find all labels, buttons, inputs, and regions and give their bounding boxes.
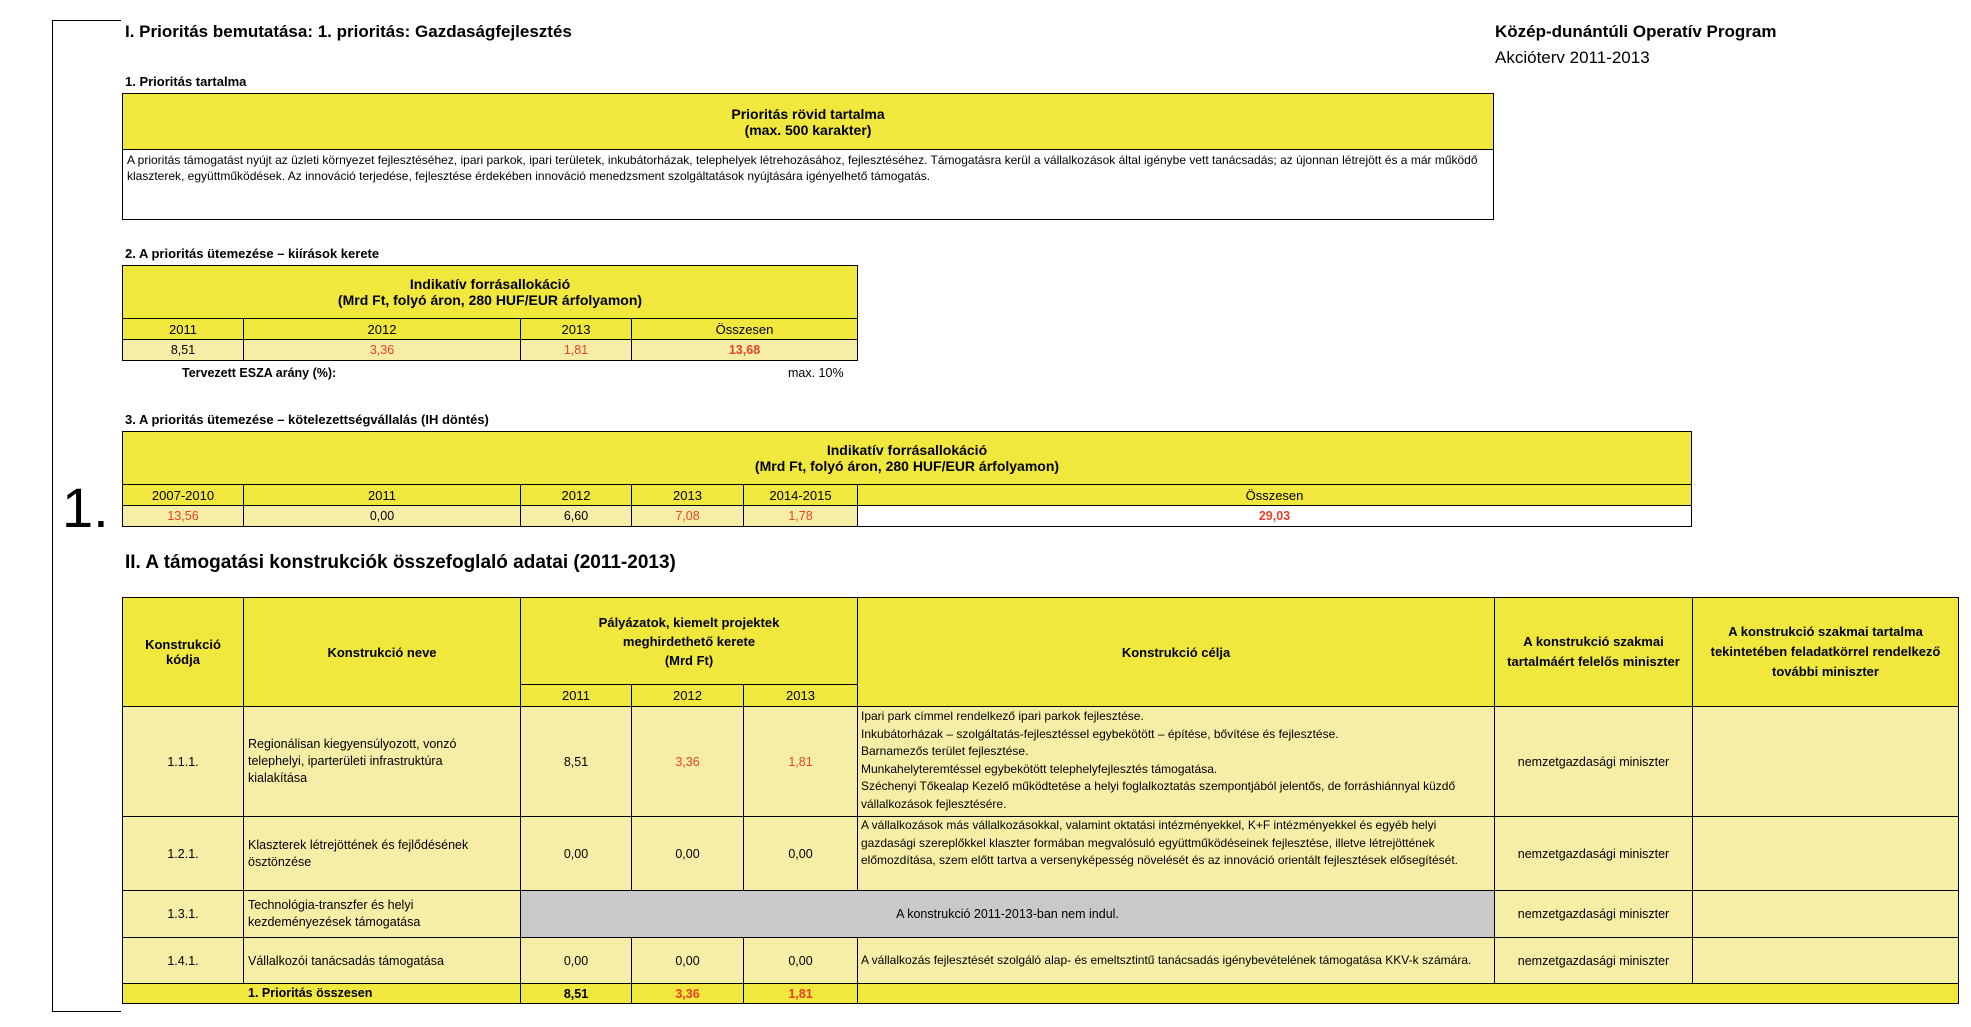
s2-col-2011: 2011 (122, 318, 244, 340)
row1-code: 1.1.1. (122, 706, 244, 817)
s3-val-2012: 6,60 (520, 505, 632, 527)
s2-col-total: Összesen (631, 318, 858, 340)
s3-val-2013: 7,08 (631, 505, 744, 527)
section2-title-line2: (Mrd Ft, folyó áron, 280 HUF/EUR árfolyamon) (337, 292, 643, 308)
year-2012-header: 2012 (631, 684, 744, 707)
row2-other (1692, 816, 1959, 891)
total-2011: 8,51 (520, 983, 632, 1004)
s2-val-total: 13,68 (631, 339, 858, 361)
row2-2011: 0,00 (520, 816, 632, 891)
s3-col-2013: 2013 (631, 484, 744, 506)
col-budget-line2: meghirdethető kerete (622, 633, 756, 649)
section1-heading: 1. Prioritás tartalma (125, 74, 247, 89)
s3-val-total: 29,03 (857, 505, 1692, 527)
row1-2011: 8,51 (520, 706, 632, 817)
col-budget-line3: (Mrd Ft) (664, 652, 714, 668)
section1-box-title (122, 93, 1494, 150)
row3-minister: nemzetgazdasági miniszter (1494, 890, 1693, 938)
total-2013: 1,81 (743, 983, 858, 1004)
row1-name: Regionálisan kiegyensúlyozott, vonzó telephelyi, iparterületi infrastruktúra kialakítása (243, 706, 521, 817)
total-label-cell (122, 983, 521, 1004)
part2-heading: II. A támogatási konstrukciók összefoglaló adatai (2011-2013) (125, 552, 676, 573)
s3-col-2014-2015: 2014-2015 (743, 484, 858, 506)
row3-name: Technológia-transzfer és helyi kezdeményezések támogatása (243, 890, 521, 938)
col-goal-header: Konstrukció célja (857, 597, 1495, 707)
col-minister-header: A konstrukció szakmai tartalmáért felelős miniszter (1494, 597, 1693, 707)
s3-col-2007-2010: 2007-2010 (122, 484, 244, 506)
total-rest-cell (857, 983, 1959, 1004)
row4-goal-line1: A vállalkozás fejlesztését szolgáló alap- és emeltsztintű tanácsadás igénybevételének támogatása KKV-k számára. (861, 952, 1472, 967)
row1-goal-line4: Munkahelyteremtéssel egybekötött telephelyfejlesztés támogatása. (861, 761, 1218, 776)
row2-2013: 0,00 (743, 816, 858, 891)
row2-name: Klaszterek létrejöttének és fejlődésének ösztönzése (243, 816, 521, 891)
row2-minister: nemzetgazdasági miniszter (1494, 816, 1693, 891)
row4-other (1692, 937, 1959, 984)
section3-title-line1: Indikatív forrásallokáció (826, 442, 988, 458)
row2-code: 1.2.1. (122, 816, 244, 891)
row1-2012: 3,36 (631, 706, 744, 817)
col-budget-line1: Pályázatok, kiemelt projektek (598, 614, 780, 630)
section2-title (122, 265, 858, 319)
year-2011-header: 2011 (520, 684, 632, 707)
row1-goal-line5: Széchenyi Tőkealap Kezelő működtetése a helyi foglalkoztatás szempontjából jelentős, de forráshiánnyal küzdő vállalkozások fejlesztésére. (861, 779, 1456, 811)
section1-title-line1: Prioritás rövid tartalma (731, 105, 885, 122)
section1-title-line2: (max. 500 karakter) (744, 121, 872, 138)
row3-not-started: A konstrukció 2011-2013-ban nem indul. (520, 890, 1495, 938)
row4-2012: 0,00 (631, 937, 744, 984)
page-title: I. Prioritás bemutatása: 1. prioritás: Gazdaságfejlesztés (125, 22, 572, 41)
program-title: Közép-dunántúli Operatív Program (1495, 22, 1777, 41)
col-name-header: Konstrukció neve (243, 597, 521, 707)
row1-goal (857, 706, 1495, 817)
s3-val-2014-2015: 1,78 (743, 505, 858, 527)
total-label: 1. Prioritás összesen (248, 986, 373, 1000)
row3-code: 1.3.1. (122, 890, 244, 938)
section3-title (122, 431, 1692, 485)
row1-goal-line1: Ipari park címmel rendelkező ipari parkok fejlesztése. (861, 709, 1144, 723)
col-code-header: Konstrukció kódja (122, 597, 244, 707)
esza-value: max. 10% (788, 366, 844, 380)
s3-col-total: Összesen (857, 484, 1692, 506)
row4-goal (857, 937, 1495, 984)
total-2012: 3,36 (631, 983, 744, 1004)
row4-2011: 0,00 (520, 937, 632, 984)
row1-goal-line3: Barnamezős terület fejlesztése. (861, 744, 1029, 758)
s3-val-2011: 0,00 (243, 505, 521, 527)
s2-val-2012: 3,36 (243, 339, 521, 361)
section3-heading: 3. A prioritás ütemezése – kötelezettségvállalás (IH döntés) (125, 412, 489, 427)
col-other-header: A konstrukció szakmai tartalma tekintetében feladatkörrel rendelkező további miniszter (1692, 597, 1959, 707)
section1-text: A prioritás támogatást nyújt az üzleti környezet fejlesztéséhez, ipari parkok, ipari területek, inkubátorházak, telephelyek létrehozásához, fejlesztéséhez. Támogatásra kerül a vállalkozások által igénybe vett tanácsadás; az újonnan létrejött és a már működő klaszterek, együttműködések. Az innováció terjedése, fejlesztése érdekében innováció menedzsment szolgáltatások nyújtására igényelhető támogatás. (122, 149, 1494, 220)
s2-val-2011: 8,51 (122, 339, 244, 361)
row1-minister: nemzetgazdasági miniszter (1494, 706, 1693, 817)
row4-name: Vállalkozói tanácsadás támogatása (243, 937, 521, 984)
program-subtitle: Akcióterv 2011-2013 (1495, 48, 1650, 67)
row1-other (1692, 706, 1959, 817)
s2-val-2013: 1,81 (520, 339, 632, 361)
esza-label: Tervezett ESZA arány (%): (182, 366, 337, 380)
s3-col-2012: 2012 (520, 484, 632, 506)
row2-2012: 0,00 (631, 816, 744, 891)
section3-title-line2: (Mrd Ft, folyó áron, 280 HUF/EUR árfolyamon) (754, 458, 1060, 474)
side-number: 1. (62, 476, 109, 539)
row4-code: 1.4.1. (122, 937, 244, 984)
year-2013-header: 2013 (743, 684, 858, 707)
row4-2013: 0,00 (743, 937, 858, 984)
s3-val-2007-2010: 13,56 (122, 505, 244, 527)
row2-goal-line1: A vállalkozások más vállalkozásokkal, valamint oktatási intézményekkel, K+F intézményekkel és egyéb helyi gazdasági szereplőkkel klaszter formában megvalósuló együttműködéseinek fejlesztése, illetve létrejöttének előmozdítása, szem előtt tartva a versenyképesség növelését és az innováció orientált fejlesztések elősegítését. (861, 818, 1458, 867)
row4-minister: nemzetgazdasági miniszter (1494, 937, 1693, 984)
row1-2013: 1,81 (743, 706, 858, 817)
s3-col-2011: 2011 (243, 484, 521, 506)
col-budget-header (520, 597, 858, 685)
section2-title-line1: Indikatív forrásallokáció (409, 276, 571, 292)
s2-col-2013: 2013 (520, 318, 632, 340)
row1-goal-line2: Inkubátorházak – szolgáltatás-fejlesztéssel egybekötött – építése, bővítése és fejlesztése. (861, 726, 1339, 741)
s2-col-2012: 2012 (243, 318, 521, 340)
row3-other (1692, 890, 1959, 938)
row2-goal (857, 816, 1495, 891)
section2-heading: 2. A prioritás ütemezése – kiírások kerete (125, 246, 380, 261)
